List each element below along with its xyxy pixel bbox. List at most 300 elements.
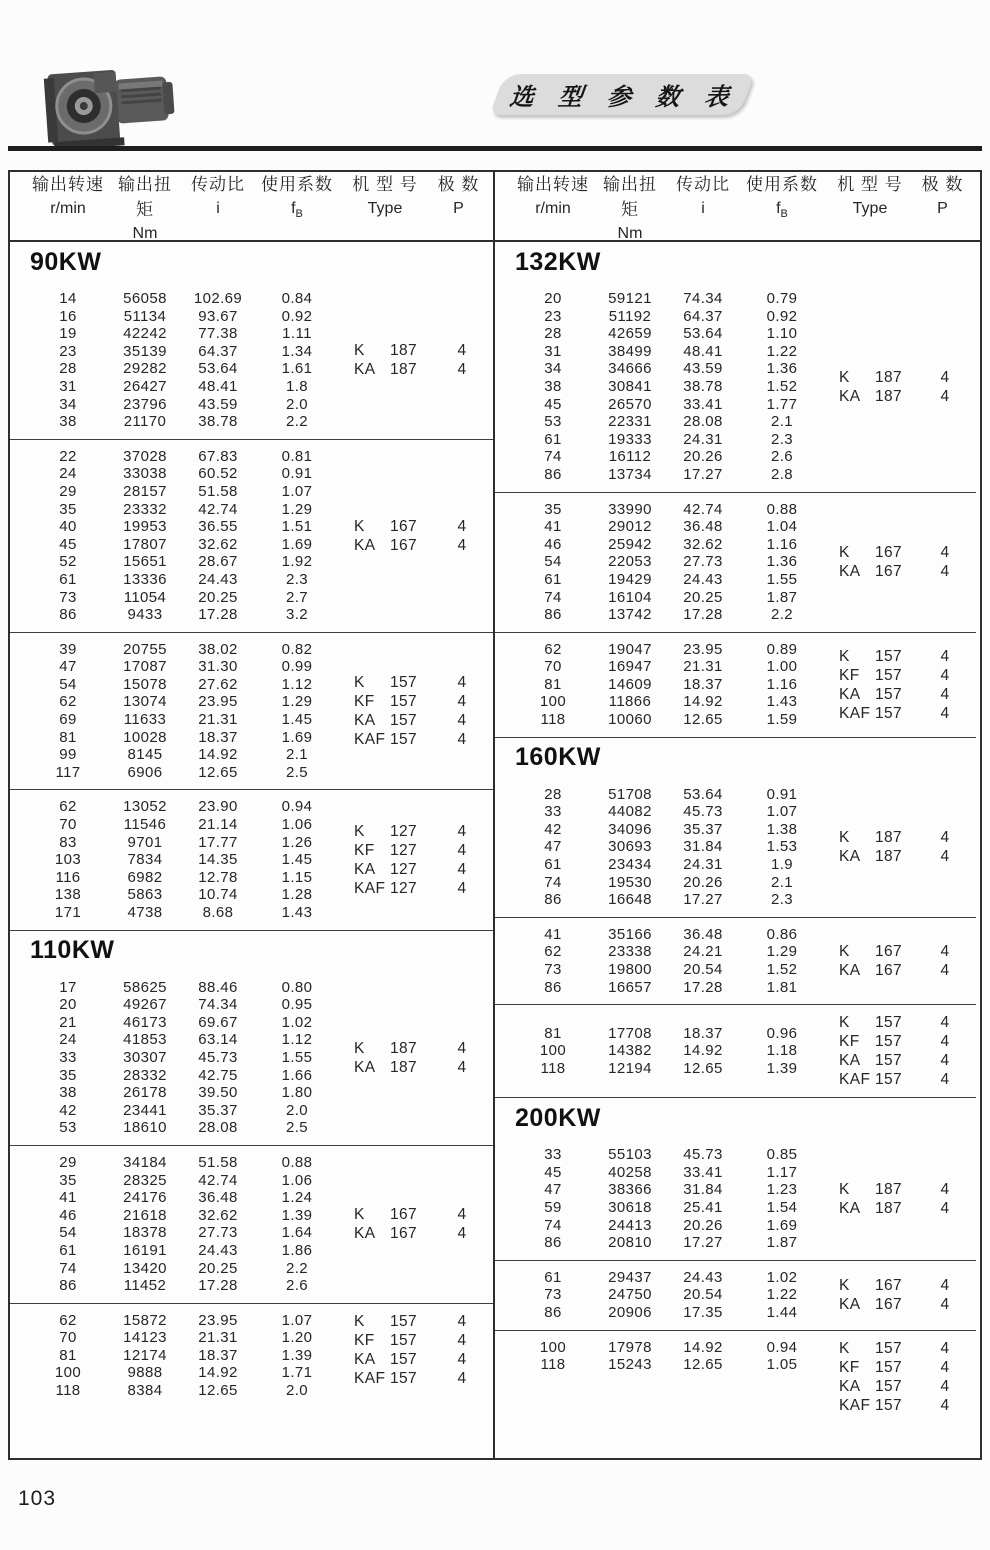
- table-cell: 60.52: [198, 465, 238, 483]
- type-prefix: K: [839, 943, 850, 960]
- type-number: 167: [390, 1206, 418, 1224]
- table-cell: 1.44: [766, 1303, 798, 1321]
- pole-count: 4: [940, 704, 950, 722]
- table-cell: 74: [544, 873, 562, 891]
- type-prefix: K: [354, 1039, 365, 1057]
- table-row: [495, 1269, 819, 1287]
- type-prefix: K: [839, 1277, 850, 1295]
- table-cell: 24.31: [683, 856, 723, 874]
- table-cell: 0.96: [766, 1024, 798, 1042]
- table-cell: 86: [59, 606, 77, 624]
- table-cell: 27.62: [198, 675, 238, 693]
- table-cell: 5863: [127, 886, 163, 904]
- table-row: [10, 360, 334, 378]
- table-cell: 16: [59, 307, 77, 325]
- table-cell: 15243: [608, 1356, 652, 1374]
- table-cell: 1.04: [766, 518, 798, 536]
- type-number: 187: [875, 1180, 903, 1198]
- table-cell: 1.51: [281, 518, 313, 536]
- table-cell: 1.10: [766, 325, 798, 343]
- table-cell: 2.8: [770, 465, 794, 483]
- table-cell: 13734: [608, 465, 652, 483]
- table-cell: 1.34: [281, 342, 313, 360]
- table-cell: 1.29: [281, 693, 313, 711]
- table-cell: 54: [59, 1224, 77, 1242]
- table-cell: 62: [59, 798, 77, 816]
- table-cell: 1.55: [281, 1048, 313, 1066]
- table-cell: 1.24: [281, 1189, 313, 1207]
- data-block: [495, 1138, 976, 1260]
- type-list: [334, 1312, 493, 1388]
- table-cell: 74: [544, 448, 562, 466]
- type-row: [839, 1013, 962, 1032]
- table-cell: 171: [54, 904, 82, 921]
- table-cell: 0.95: [281, 996, 313, 1014]
- table-cell: 100: [539, 1338, 567, 1356]
- type-prefix: K: [354, 517, 365, 535]
- column-header-label: 极 数: [921, 174, 964, 194]
- type-row: [354, 860, 479, 879]
- table-cell: 28332: [123, 1066, 167, 1084]
- table-row: [10, 1084, 334, 1102]
- table-cell: 1.16: [766, 675, 798, 693]
- table-cell: 20.26: [683, 873, 723, 891]
- data-block: [10, 1304, 493, 1458]
- table-cell: 45.73: [683, 803, 723, 821]
- table-cell: 1.52: [766, 961, 798, 978]
- table-cell: 99: [59, 746, 77, 764]
- table-cell: 61: [544, 570, 562, 588]
- pole-count: 4: [457, 674, 467, 692]
- type-row: [354, 1039, 479, 1058]
- type-row: [354, 1205, 479, 1224]
- table-row: [10, 886, 334, 904]
- table-row: [10, 343, 334, 361]
- type-row: [354, 692, 479, 711]
- column-header-unit: Nm: [617, 224, 643, 242]
- table-cell: 1.05: [766, 1356, 798, 1374]
- type-prefix: KF: [839, 666, 860, 684]
- column-header: [921, 170, 964, 243]
- table-row: [10, 1207, 334, 1225]
- table-row: [495, 891, 819, 909]
- table-row: [10, 448, 334, 466]
- table-cell: 23.90: [198, 798, 238, 816]
- table-cell: 7834: [127, 851, 163, 869]
- table-cell: 25.41: [683, 1198, 723, 1216]
- pole-count: 4: [940, 387, 950, 405]
- section-title: 160KW: [515, 743, 601, 772]
- data-rows: [495, 1146, 819, 1252]
- table-cell: 1.29: [281, 500, 313, 518]
- table-row: [10, 1049, 334, 1067]
- table-cell: 1.17: [766, 1163, 798, 1181]
- table-cell: 19429: [608, 570, 652, 588]
- table-cell: 26178: [123, 1084, 167, 1102]
- data-rows: [495, 501, 819, 624]
- column-header-unit: i: [216, 199, 220, 217]
- table-row: [10, 1242, 334, 1260]
- column-header: [599, 170, 661, 243]
- table-cell: 10060: [608, 711, 652, 729]
- type-list: [819, 647, 976, 723]
- table-cell: 28325: [123, 1171, 167, 1189]
- table-row: [10, 693, 334, 711]
- column-header-label: 传动比: [676, 174, 730, 194]
- type-list: [334, 341, 493, 379]
- table-row: [495, 571, 819, 589]
- table-cell: 35.37: [683, 820, 723, 838]
- pole-count: 4: [940, 1014, 950, 1032]
- data-rows: [495, 1269, 819, 1322]
- table-cell: 20.25: [683, 588, 723, 606]
- type-row: [354, 1312, 479, 1331]
- data-rows: [10, 448, 334, 624]
- pole-count: 4: [457, 1350, 467, 1368]
- table-cell: 1.53: [766, 838, 798, 856]
- table-cell: 29: [59, 482, 77, 500]
- table-cell: 20.26: [683, 1216, 723, 1234]
- column-header-label: 极 数: [437, 174, 480, 194]
- table-cell: 13420: [123, 1259, 167, 1277]
- table-cell: 3.2: [285, 606, 309, 624]
- table-cell: 14.92: [683, 1338, 723, 1356]
- table-cell: 17.28: [198, 1277, 238, 1295]
- table-cell: 13074: [123, 693, 167, 711]
- table-cell: 1.15: [281, 868, 313, 886]
- table-cell: 35139: [123, 342, 167, 360]
- table-cell: 21.14: [198, 816, 238, 834]
- table-cell: 28.67: [198, 553, 238, 571]
- type-number: 157: [875, 647, 903, 665]
- table-cell: 44082: [608, 803, 652, 821]
- table-cell: 86: [544, 1234, 562, 1252]
- table-cell: 15651: [123, 553, 167, 571]
- table-cell: 33: [59, 1048, 77, 1066]
- table-cell: 19800: [608, 961, 652, 978]
- table-header-left: [10, 172, 493, 240]
- type-number: 157: [390, 1369, 418, 1387]
- table-cell: 18.37: [683, 675, 723, 693]
- table-cell: 69: [59, 711, 77, 729]
- section-title: 200KW: [515, 1103, 601, 1132]
- table-cell: 51.58: [198, 1153, 238, 1171]
- table-row: [10, 834, 334, 852]
- type-row: [839, 1199, 962, 1218]
- pole-count: 4: [457, 842, 467, 860]
- type-prefix: KF: [354, 842, 375, 860]
- type-number: 157: [875, 704, 903, 722]
- table-cell: 8.68: [202, 904, 234, 921]
- table-row: [495, 325, 819, 343]
- type-number: 157: [390, 1312, 418, 1330]
- type-row: [354, 1224, 479, 1243]
- pole-count: 4: [940, 1396, 950, 1414]
- table-row: [10, 1031, 334, 1049]
- table-cell: 45: [544, 395, 562, 413]
- header-rule: [8, 146, 982, 151]
- table-row: [10, 1364, 334, 1382]
- table-cell: 62: [544, 943, 562, 961]
- table-cell: 18.37: [683, 1024, 723, 1042]
- pole-count: 4: [940, 1199, 950, 1217]
- data-block: [10, 790, 493, 929]
- table-cell: 0.94: [766, 1338, 798, 1356]
- table-cell: 61: [544, 1268, 562, 1286]
- table-cell: 20.54: [683, 961, 723, 978]
- table-cell: 42.74: [198, 500, 238, 518]
- table-cell: 52: [59, 553, 77, 571]
- table-cell: 12.65: [198, 1382, 238, 1400]
- type-number: 127: [390, 880, 418, 898]
- type-row: [839, 647, 962, 666]
- table-cell: 19: [59, 325, 77, 343]
- table-cell: 42: [59, 1101, 77, 1119]
- type-list: [819, 1276, 976, 1314]
- table-cell: 2.2: [770, 606, 794, 624]
- table-cell: 1.69: [281, 728, 313, 746]
- table-cell: 0.80: [281, 978, 313, 996]
- table-cell: 1.06: [281, 1171, 313, 1189]
- table-cell: 1.61: [281, 360, 313, 378]
- table-cell: 1.12: [281, 675, 313, 693]
- type-number: 127: [390, 823, 418, 841]
- table-cell: 20.26: [683, 448, 723, 466]
- table-cell: 40: [59, 518, 77, 536]
- type-number: 157: [390, 1331, 418, 1349]
- table-cell: 0.81: [281, 447, 313, 465]
- table-cell: 1.54: [766, 1198, 798, 1216]
- table-cell: 1.07: [766, 803, 798, 821]
- pole-count: 4: [457, 712, 467, 730]
- table-cell: 1.86: [281, 1241, 313, 1259]
- pole-count: 4: [940, 848, 950, 866]
- column-header: [22, 170, 114, 243]
- table-row: [10, 325, 334, 343]
- table-cell: 36.55: [198, 518, 238, 536]
- pole-count: 4: [457, 1225, 467, 1243]
- table-cell: 73: [544, 961, 562, 978]
- type-row: [839, 1070, 962, 1089]
- type-row: [354, 879, 479, 898]
- table-cell: 2.2: [285, 413, 309, 431]
- table-cell: 1.81: [766, 978, 798, 996]
- table-cell: 24: [59, 1031, 77, 1049]
- table-cell: 14.92: [198, 1364, 238, 1382]
- pole-count: 4: [940, 1358, 950, 1376]
- page-title-banner: [490, 74, 755, 115]
- column-header-unit: Nm: [132, 224, 158, 242]
- table-cell: 30693: [608, 838, 652, 856]
- pole-count: 4: [457, 361, 467, 379]
- table-cell: 67.83: [198, 447, 238, 465]
- table-cell: 31.30: [198, 658, 238, 676]
- table-cell: 31.84: [683, 1181, 723, 1199]
- pole-count: 4: [940, 829, 950, 847]
- column-header-unit: P: [453, 199, 464, 217]
- table-row: [10, 308, 334, 326]
- table-cell: 41853: [123, 1031, 167, 1049]
- type-number: 167: [390, 1225, 418, 1243]
- table-row: [10, 536, 334, 554]
- table-row: [495, 803, 819, 821]
- table-cell: 2.5: [285, 763, 309, 781]
- data-rows: [495, 290, 819, 484]
- table-cell: 56058: [123, 290, 167, 307]
- table-cell: 27.73: [683, 553, 723, 571]
- table-cell: 16104: [608, 588, 652, 606]
- table-row: [495, 518, 819, 536]
- table-cell: 51708: [608, 785, 652, 803]
- table-cell: 23: [544, 307, 562, 325]
- type-row: [839, 562, 962, 581]
- table-row: [495, 1146, 819, 1164]
- table-row: [495, 466, 819, 484]
- type-prefix: KA: [839, 1199, 861, 1217]
- table-cell: 23796: [123, 395, 167, 413]
- type-list: [819, 543, 976, 581]
- table-cell: 118: [540, 1356, 566, 1374]
- table-cell: 1.00: [766, 658, 798, 676]
- table-cell: 47: [544, 838, 562, 856]
- table-cell: 35: [59, 500, 77, 518]
- column-header: [260, 170, 334, 243]
- type-prefix: KA: [839, 1052, 861, 1070]
- table-row: [495, 553, 819, 571]
- table-cell: 16191: [123, 1241, 167, 1259]
- table-row: [10, 851, 334, 869]
- table-cell: 116: [55, 868, 81, 886]
- type-row: [354, 517, 479, 536]
- table-cell: 77.38: [198, 325, 238, 343]
- type-row: [839, 1276, 962, 1295]
- table-cell: 54: [544, 553, 562, 571]
- table-cell: 19333: [608, 430, 652, 448]
- table-cell: 100: [54, 1364, 82, 1382]
- table-cell: 0.88: [766, 500, 798, 518]
- table-row: [10, 996, 334, 1014]
- type-number: 157: [875, 1014, 903, 1032]
- table-cell: 17.27: [683, 891, 723, 909]
- table-row: [10, 1154, 334, 1172]
- table-cell: 1.11: [282, 325, 312, 343]
- table-row: [495, 606, 819, 624]
- table-cell: 29: [59, 1153, 77, 1171]
- table-cell: 17.28: [198, 606, 238, 624]
- type-prefix: KA: [839, 962, 861, 979]
- table-cell: 2.0: [285, 1101, 309, 1119]
- type-row: [839, 543, 962, 562]
- table-cell: 1.16: [766, 535, 798, 553]
- type-prefix: KA: [839, 1296, 861, 1314]
- table-cell: 20755: [123, 640, 167, 658]
- table-cell: 1.18: [766, 1042, 798, 1060]
- table-cell: 20: [59, 996, 77, 1014]
- table-row: [495, 1234, 819, 1252]
- data-block: [495, 1261, 976, 1330]
- table-cell: 24.31: [683, 430, 723, 448]
- table-cell: 86: [544, 1303, 562, 1321]
- table-cell: 12.78: [198, 868, 238, 886]
- table-cell: 64.37: [683, 307, 723, 325]
- table-cell: 18610: [123, 1119, 167, 1137]
- table-cell: 14123: [123, 1329, 167, 1347]
- table-cell: 61: [544, 856, 562, 874]
- table-cell: 117: [55, 763, 81, 781]
- column-header-label: 传动比: [191, 174, 245, 194]
- table-cell: 17.27: [683, 1234, 723, 1252]
- type-prefix: KAF: [354, 880, 386, 898]
- type-list: [819, 1180, 976, 1218]
- table-cell: 1.92: [281, 553, 313, 571]
- type-list: [819, 1013, 976, 1089]
- table-cell: 32.62: [198, 1206, 238, 1224]
- column-header-label: 输出转速: [517, 174, 589, 194]
- type-prefix: KA: [354, 1350, 376, 1368]
- table-cell: 0.82: [281, 640, 313, 658]
- table-row: [10, 396, 334, 414]
- column-header-label: 使用系数: [261, 174, 333, 194]
- table-cell: 34184: [123, 1153, 167, 1171]
- table-cell: 12.65: [683, 711, 723, 729]
- table-cell: 41: [544, 518, 562, 536]
- pole-count: 4: [457, 1331, 467, 1349]
- type-number: 187: [875, 848, 903, 866]
- table-cell: 2.1: [770, 413, 794, 431]
- table-cell: 29282: [123, 360, 167, 378]
- table-cell: 30618: [608, 1198, 652, 1216]
- table-cell: 62: [59, 693, 77, 711]
- table-cell: 86: [544, 891, 562, 909]
- table-cell: 0.94: [281, 798, 313, 816]
- table-cell: 36.48: [198, 1189, 238, 1207]
- type-number: 167: [390, 536, 418, 554]
- type-list: [819, 1339, 976, 1415]
- table-cell: 6906: [127, 763, 163, 781]
- table-row: [10, 501, 334, 519]
- table-cell: 21.31: [198, 1329, 238, 1347]
- pole-count: 4: [940, 943, 950, 960]
- table-header-right: [493, 172, 976, 240]
- table-cell: 23.95: [198, 693, 238, 711]
- column-header-label: 机 型 号: [352, 174, 418, 194]
- table-cell: 21.31: [683, 658, 723, 676]
- table-cell: 63.14: [198, 1031, 238, 1049]
- data-block: [495, 633, 976, 737]
- table-cell: 53.64: [683, 785, 723, 803]
- table-cell: 32.62: [198, 535, 238, 553]
- table-row: [10, 465, 334, 483]
- table-cell: 61: [544, 430, 562, 448]
- table-cell: 1.22: [766, 1286, 798, 1304]
- table-row: [10, 658, 334, 676]
- type-row: [839, 1295, 962, 1314]
- table-cell: 1.9: [770, 856, 794, 874]
- table-row: [495, 856, 819, 874]
- table-cell: 17.28: [683, 978, 723, 996]
- column-header-unit: r/min: [535, 199, 571, 217]
- type-row: [354, 673, 479, 692]
- table-cell: 14.92: [683, 693, 723, 711]
- table-cell: 38: [59, 1084, 77, 1102]
- table-cell: 38: [59, 413, 77, 431]
- table-cell: 45.73: [683, 1146, 723, 1164]
- table-row: [10, 518, 334, 536]
- table-row: [10, 589, 334, 607]
- type-number: 157: [875, 1339, 903, 1357]
- table-cell: 0.88: [281, 1153, 313, 1171]
- table-cell: 25942: [608, 535, 652, 553]
